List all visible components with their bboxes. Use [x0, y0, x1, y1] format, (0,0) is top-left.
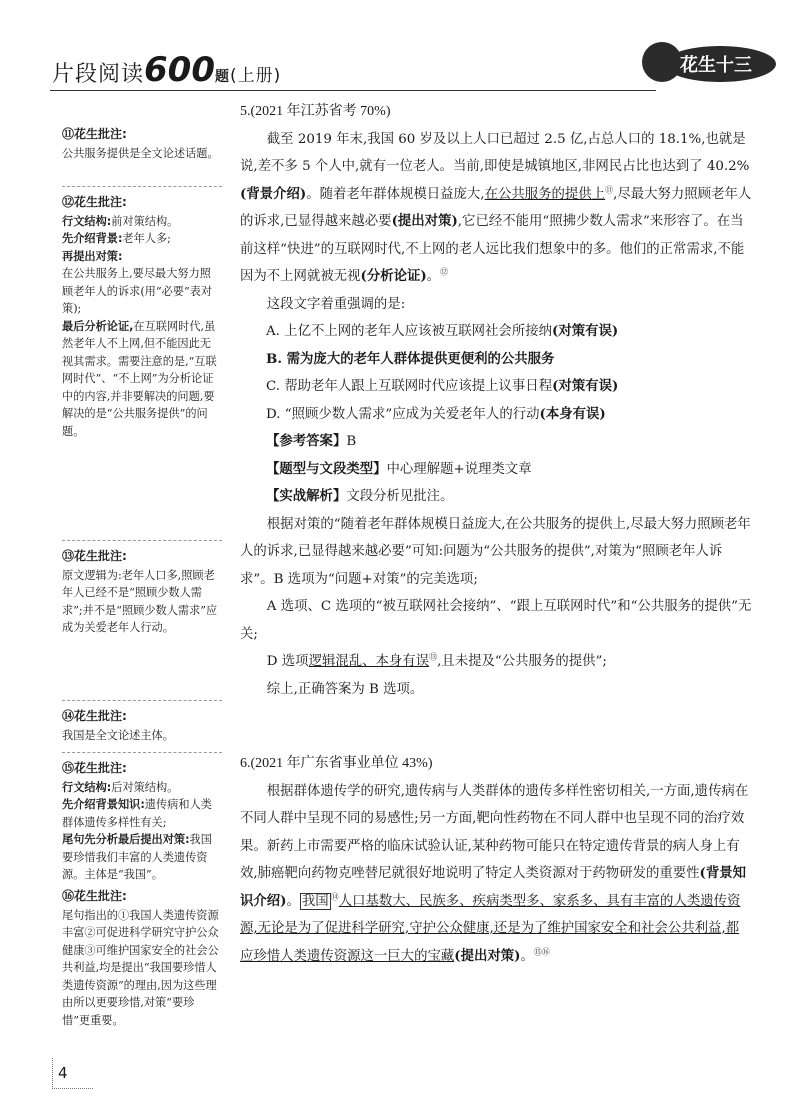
- volume-label: (上册): [230, 66, 282, 86]
- note-13-label: ⑬花生批注:: [62, 549, 127, 563]
- question-5-passage: 截至 2019 年末,我国 60 岁及以上人口已超过 2.5 亿,占总人口的 18.1%,也就是说,差不多 5 个人中,就有一位老人。当前,即使是城镇地区,非网民占比也达到了 40.2%(背景介绍)。随着老年群体规模日益庞大,在公共服务的提供上⑪,尽最大努力照顾老年人的诉求,已显得越来越必要(提出对策),它已经不能用“照拂少数人需求”来形容了。在当前这样“快进”的互联网时代,不上网的老人远比我们想象中的多。他们的正常需求,不能因为不上网就被无视(分析论证)。⑫: [240, 131, 752, 284]
- logo-text: 花生十三: [680, 55, 752, 76]
- note-12-line-1: 行文结构:前对策结构。: [62, 214, 179, 228]
- note-11-text: 公共服务提供是全文论述话题。: [62, 146, 219, 160]
- note-divider: [62, 186, 222, 187]
- option-a: A. 上亿不上网的老年人应该被互联网社会所接纳(对策有误): [266, 323, 619, 339]
- question-6-passage: 根据群体遗传学的研究,遗传病与人类群体的遗传多样性密切相关,一方面,遗传病在不同人群中呈现不同的易感性;另一方面,靶向性药物在不同人群中也呈现不同的治疗效果。新药上市需要严格的临床试验认证,某种药物可能只在特定遗传背景的病人身上有效,肺癌靶向药物克唑替尼就很好地说明了特定人类资源对于药物研发的重要性(背景知识介绍)。 我国 ⑭人口基数大、民族多、疾病类型多、家系多、具有丰富的人类遗传资源,无论是为了促进科学研究,守护公众健康,还是为了维护国家安全和社会公共利益,都应珍惜人类遗传资源这一巨大的宝藏(提出对策)。⑮⑯: [240, 783, 749, 964]
- analysis-label: 【实战解析】文段分析见批注。: [266, 488, 454, 504]
- book-title: [52, 50, 281, 90]
- question-5: [240, 98, 752, 703]
- note-12: [62, 194, 222, 440]
- question-type: 【题型与文段类型】中心理解题+说理类文章: [266, 460, 532, 477]
- note-divider: [62, 700, 222, 701]
- option-d: D. “照顾少数人需求”应成为关爱老年人的行动(本身有误): [266, 405, 606, 422]
- option-c: C. 帮助老年人跟上互联网时代应该提上议事日程(对策有误): [266, 378, 619, 394]
- note-14: [62, 708, 222, 744]
- note-16-text: 尾句指出的①我国人类遗传资源丰富②可促进科学研究守护公众健康③可维护国家安全的社会公共利益,均是提出“我国要珍惜人类遗传资源”的理由,因为这些理由所以更要珍惜,对策“要珍惜”更重要。: [62, 908, 219, 1027]
- note-16-label: ⑯花生批注:: [62, 889, 127, 903]
- note-13: [62, 548, 222, 637]
- note-12-line-4: 在公共服务上,要尽最大努力照顾老年人的诉求(用“必要”表对策);: [62, 267, 213, 315]
- note-14-label: ⑭花生批注:: [62, 709, 127, 723]
- note-divider: [62, 540, 222, 541]
- question-5-header: 5.(2021 年江苏省考 70%): [240, 104, 391, 119]
- question-6: [240, 750, 752, 970]
- note-15-line-1: 行文结构:后对策结构。: [62, 780, 179, 794]
- explanation-1: 根据对策的“随着老年群体规模日益庞大,在公共服务的提供上,尽最大努力照顾老年人的诉求,已显得越来越必要”可知:问题为“公共服务的提供”,对策为“照顾老年人诉求”。B 选项为“问题+对策”的完美选项;: [240, 516, 751, 587]
- note-12-line-3: 再提出对策:: [62, 249, 123, 263]
- note-15-line-3: 尾句先分析最后提出对策:我国要珍惜我们丰富的人类遗传资源。主体是“我国”。: [62, 833, 212, 881]
- note-11-label: ⑪花生批注:: [62, 127, 127, 141]
- note-divider: [62, 752, 222, 753]
- explanation-conclusion: 综上,正确答案为 B 选项。: [266, 681, 424, 697]
- note-14-text: 我国是全文论述主体。: [62, 728, 174, 742]
- title-text: 片段阅读: [52, 62, 145, 87]
- note-15-line-2: 先介绍背景知识:遗传病和人类群体遗传多样性有关;: [62, 798, 212, 829]
- explanation-2: A 选项、C 选项的“被互联网社会接纳”、“跟上互联网时代”和“公共服务的提供”无关;: [240, 599, 752, 642]
- note-12-line-2: 先介绍背景:老年人多;: [62, 232, 171, 245]
- title-number: 600: [144, 50, 215, 90]
- question-5-stem: 这段文字着重强调的是:: [266, 296, 406, 312]
- question-6-header: 6.(2021 年广东省事业单位 43%): [240, 756, 433, 771]
- title-unit: 题: [215, 69, 230, 85]
- brand-logo: [640, 38, 778, 86]
- option-b: B. 需为庞大的老年人群体提供更便利的公共服务: [266, 350, 555, 367]
- note-12-label: ⑫花生批注:: [62, 195, 127, 209]
- header-rule: [50, 90, 656, 91]
- explanation-3: D 选项逻辑混乱、本身有误⑬,且未提及“公共服务的提供”;: [266, 652, 607, 669]
- note-15-label: ⑮花生批注:: [62, 761, 127, 775]
- page-number: 4: [58, 1064, 68, 1082]
- reference-answer: 【参考答案】B: [266, 433, 357, 449]
- note-15: [62, 760, 222, 884]
- note-11: [62, 126, 222, 162]
- note-12-line-5: 最后分析论证,在互联网时代,虽然老年人不上网,但不能因此无视其需求。需要注意的是,“互联网时代”、“不上网”为分析论证中的内容,并非要解决的问题,要解决的是“公共服务提供”的问题。: [62, 319, 217, 438]
- note-16: [62, 888, 222, 1029]
- note-13-text: 原文逻辑为:老年人口多,照顾老年人已经不是“照顾少数人需求”;并不是“照顾少数人需求”应成为关爱老年人行动。: [62, 568, 218, 634]
